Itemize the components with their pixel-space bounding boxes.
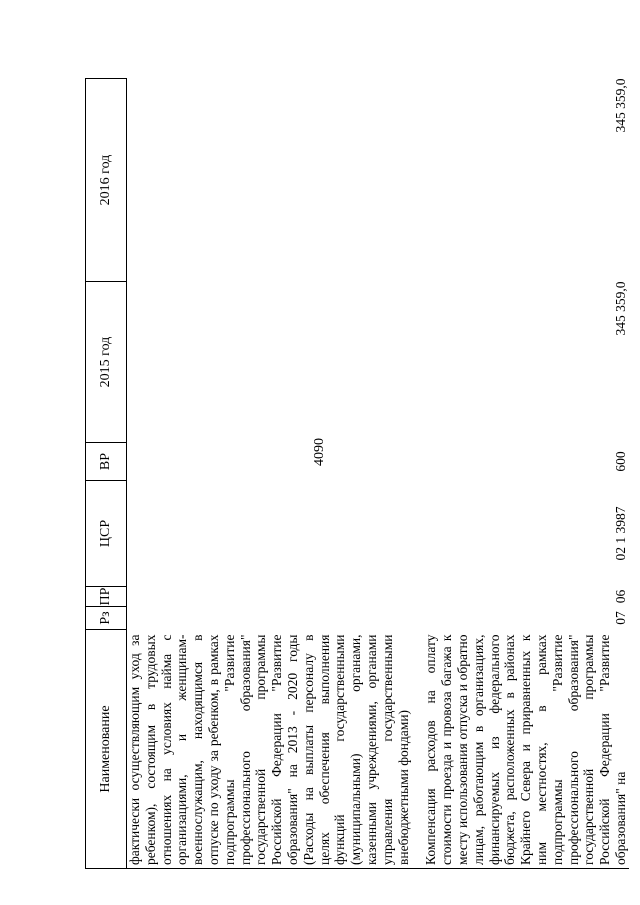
- row-csr: 02 1 3987: [612, 506, 628, 561]
- header-2015: 2015 год: [86, 282, 127, 443]
- row-pr: 06: [612, 589, 628, 604]
- row-2015: 345 359,0: [612, 281, 628, 336]
- header-pr: ПР: [86, 587, 127, 607]
- header-vr: ВР: [86, 443, 127, 481]
- row-csr: [127, 481, 414, 587]
- header-csr: ЦСР: [86, 481, 127, 587]
- row-name-cell: [127, 630, 414, 869]
- row-2015: [127, 282, 414, 443]
- table-header-row: [86, 79, 127, 869]
- header-name: Наименование: [86, 630, 127, 869]
- budget-table: [85, 78, 629, 869]
- page-number: 4090: [312, 438, 327, 466]
- table-row: [413, 79, 628, 869]
- header-rz: Рз: [86, 607, 127, 630]
- row-2016: 345 359,0: [612, 78, 628, 133]
- row-name: Компенсация расходов на оплату стоимости проезда и провоза багажа к месту использования отпуска и обратно лицам, работающим в организациях, финансируемых из федерального бюджета, расположенных в районах Крайнего Севера и приравненных к ним местностях, в рамках подпрограммы "Развитие профессионального образования" государственной программы Российской Федерации "Развитие образования" на: [423, 634, 628, 865]
- row-2016: [127, 79, 414, 282]
- row-rz: 07: [612, 611, 628, 625]
- row-rz: [127, 607, 414, 630]
- row-vr: [127, 443, 414, 481]
- row-vr: 600: [612, 451, 628, 472]
- row-name-cell: [413, 630, 628, 869]
- budget-table-page: [85, 78, 628, 869]
- row-name: фактически осуществляющим уход за ребенком), состоящим в трудовых отношениях на условиях найма с организациями, и женщинам-военнослужащим, находящимся в отпуске по уходу за ребенком, в рамках подпрограммы "Развитие профессионального образования" государственной программы Российской Федерации "Развитие образования" на 2013 - 2020 годы (Расходы на выплаты персоналу в целях обеспечения выполнения функций государственными (муниципальными) органами, казенными учреждениями, органами управления государственными внебюджетными фондами): [127, 634, 411, 865]
- row-pr: [127, 587, 414, 607]
- header-2016: 2016 год: [86, 79, 127, 282]
- table-row: [127, 79, 414, 869]
